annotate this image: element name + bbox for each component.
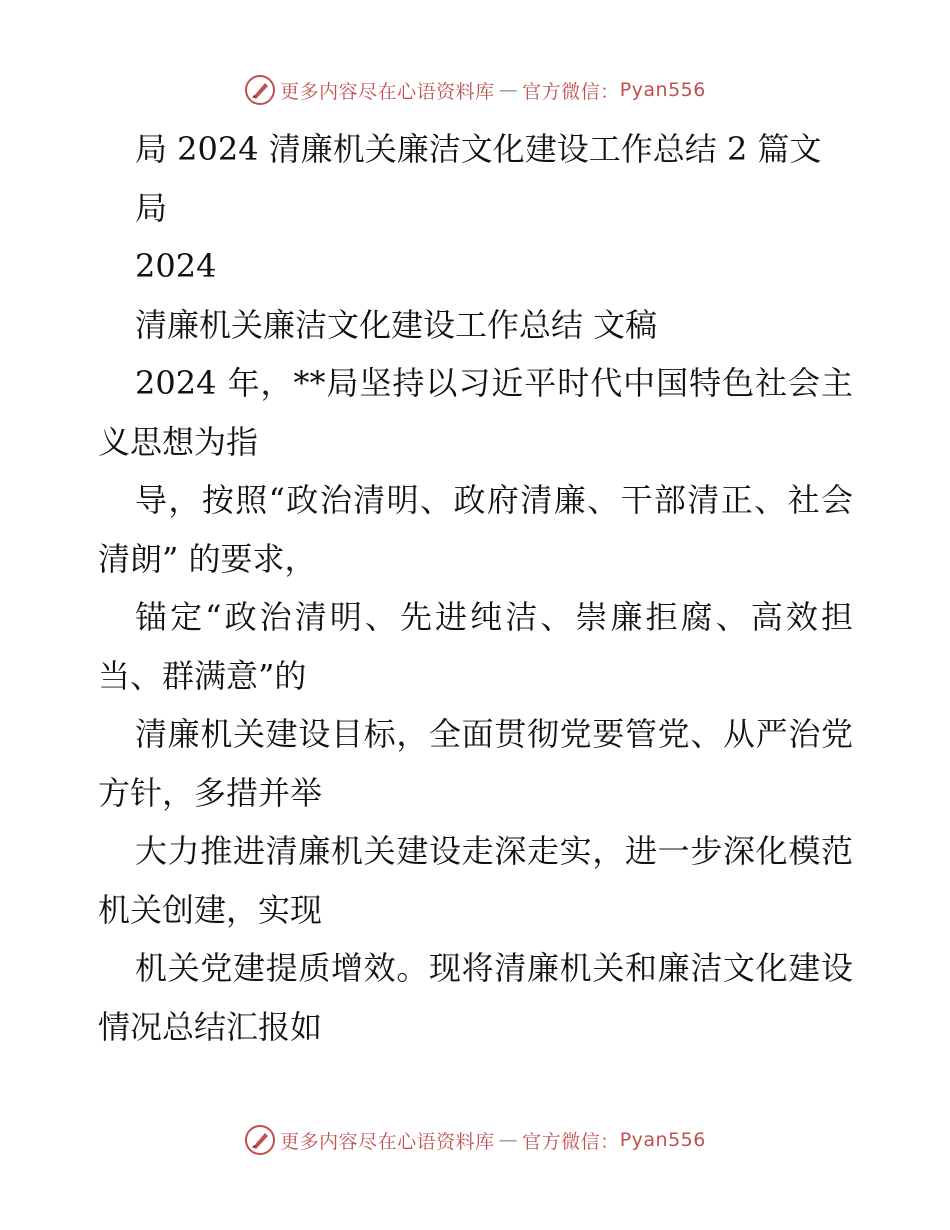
paragraph-7: 锚定“政治清明、先进纯洁、崇廉拒腐、高效担当、群满意”的	[98, 598, 853, 695]
paragraph-title: 局 2024 清廉机关廉洁文化建设工作总结 2 篇文	[135, 130, 822, 168]
header-watermark-banner	[0, 70, 950, 110]
paragraph-6: 导，按照“政治清明、政府清廉、干部清正、社会清朗” 的要求，	[98, 481, 853, 578]
footer-watermark-banner	[0, 1120, 950, 1160]
paragraph-3: 2024	[135, 247, 217, 285]
footer-contact-label: 官方微信：	[522, 1130, 620, 1153]
document-body	[98, 120, 853, 1056]
footer-dash: —	[498, 1129, 519, 1151]
header-contact-id: Pyan556	[619, 79, 706, 101]
header-promo-text: 更多内容尽在心语资料库	[280, 80, 495, 103]
header-contact-label: 官方微信：	[522, 80, 620, 103]
quill-logo-icon	[244, 74, 276, 106]
paragraph-5: 2024 年，**局坚持以习近平时代中国特色社会主义思想为指	[98, 364, 853, 461]
paragraph-2: 局	[135, 188, 168, 227]
paragraph-8: 清廉机关建设目标，全面贯彻党要管党、从严治党方针，多措并举	[98, 715, 853, 812]
paragraph-4: 清廉机关廉洁文化建设工作总结 文稿	[135, 305, 658, 344]
header-dash: —	[498, 79, 519, 101]
footer-promo-text: 更多内容尽在心语资料库	[280, 1130, 495, 1153]
quill-logo-icon	[244, 1124, 276, 1156]
paragraph-9: 大力推进清廉机关建设走深走实，进一步深化模范机关创建，实现	[98, 832, 853, 929]
footer-contact-id: Pyan556	[619, 1129, 706, 1151]
paragraph-10: 机关党建提质增效。现将清廉机关和廉洁文化建设情况总结汇报如	[98, 949, 853, 1046]
